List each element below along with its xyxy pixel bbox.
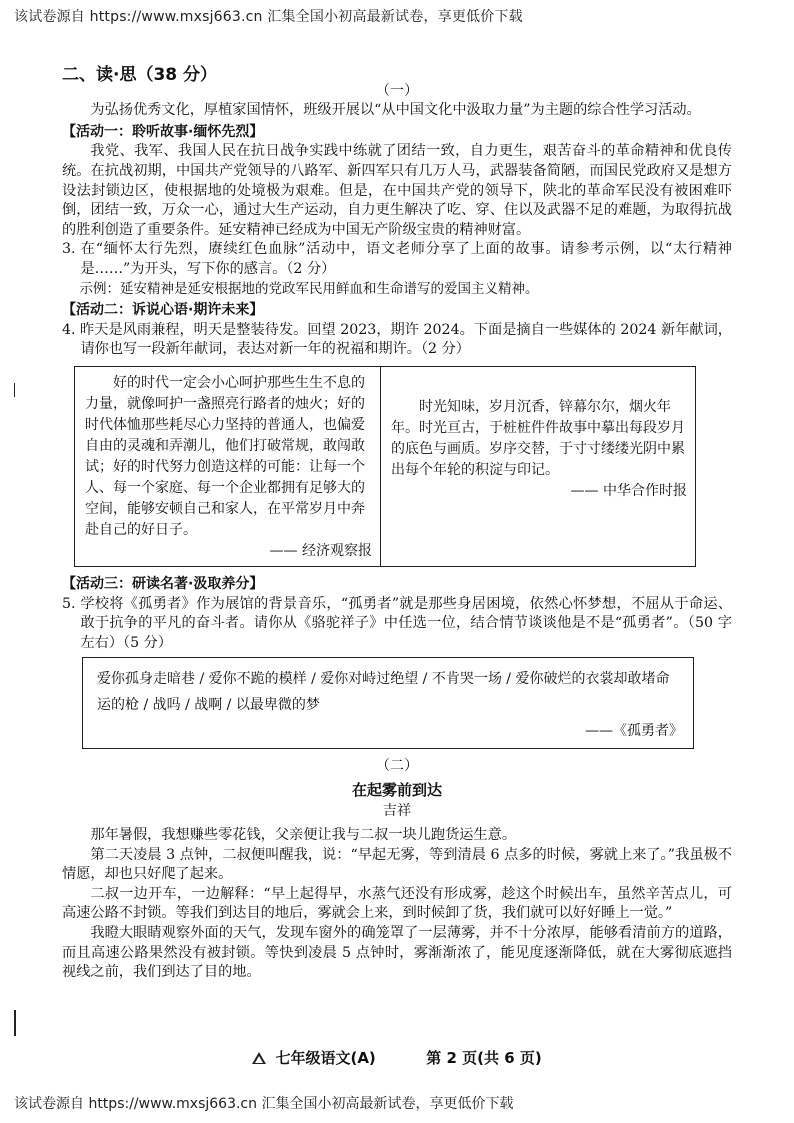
question-3: 3. 在“缅怀太行先烈，赓续红色血脉”活动中，语文老师分享了上面的故事。请参考示例，以“太行精神是……”为开头，写下你的感言。（2 分） (62, 241, 732, 277)
page-footer (0, 1047, 794, 1068)
activity3-title: 【活动三：研读名著·汲取养分】 (62, 575, 264, 592)
new-year-messages-box (74, 366, 696, 567)
part2-label: （二） (375, 758, 419, 775)
story-paragraph: 第二天凌晨 3 点钟，二叔便叫醒我，说：“早起无雾，等到清晨 6 点多的时候，雾就上来了。”我虽极不情愿，却也只好爬了起来。 (62, 846, 732, 883)
message-left (75, 367, 381, 566)
message-right-source: —— 中华合作时报 (570, 482, 687, 499)
part1-label: （一） (375, 82, 419, 99)
message-left-text: 好的时代一定会小心呵护那些生生不息的力量，就像呵护一盏照亮行路者的烛火；好的时代体恤那些耗尽心力坚持的普通人，也偏爱自由的灵魂和弄潮儿，他们打破常规，敢闯敢试；好的时代努力创造这样的可能：让每一个人、每一个家庭、每一个企业都拥有足够大的空间，能够安顿自己和家人，在平常岁月中奔赴自己的好日子。 (85, 374, 365, 538)
footer-subject: 七年级语文(A) (275, 1049, 376, 1067)
message-right (381, 367, 695, 566)
lyrics-source: ——《孤勇者》 (585, 723, 683, 740)
activity1-title: 【活动一：聆听故事·缅怀先烈】 (62, 123, 264, 140)
publisher-logo-icon (252, 1052, 266, 1064)
intro-paragraph: 为弘扬优秀文化，厚植家国情怀，班级开展以“从中国文化中汲取力量”为主题的综合性学习活动。 (90, 102, 701, 119)
lyrics-text: 爱你孤身走暗巷 / 爱你不跪的模样 / 爱你对峙过绝望 / 不肯哭一场 / 爱你破烂的衣裳却敢堵命运的枪 / 战吗 / 战啊 / 以最卑微的梦 (97, 671, 670, 714)
activity1-passage: 我党、我军、我国人民在抗日战争实践中练就了团结一致，自力更生，艰苦奋斗的革命精神和优良传统。在抗战初期，中国共产党领导的八路军、新四军只有几万人马，武器装备简陋，而国民党政府又是想方设法封锁边区，使根据地的处境极为艰难。但是，在中国共产党的领导下，陕北的革命军民没有被困难吓倒，团结一致，万众一心，通过大生产运动，自力更生解决了吃、穿、住以及武器不足的难题，为取得抗战的胜利创造了重要条件。延安精神已经成为中国无产阶级宝贵的精神财富。 (62, 143, 732, 238)
question-4: 4. 昨天是风雨兼程，明天是整装待发。回望 2023，期许 2024。下面是摘自一些媒体的 2024 新年献词，请你也写一段新年献词，表达对新一年的祝福和期许。（2 分） (62, 321, 732, 358)
activity2-title: 【活动二：诉说心语·期许未来】 (62, 302, 264, 319)
story-paragraph: 那年暑假，我想赚些零花钱，父亲便让我与二叔一块儿跑货运生意。 (90, 827, 517, 844)
footer-page-number: 第 2 页(共 6 页) (426, 1049, 542, 1067)
story-author: 吉祥 (382, 803, 412, 820)
story-title: 在起雾前到达 (351, 780, 442, 799)
margin-mark-top (14, 383, 15, 397)
lyrics-box (82, 657, 694, 749)
question-3-example: 示例：延安精神是延安根据地的党政军民用鲜血和生命谱写的爱国主义精神。 (79, 280, 539, 297)
message-right-text: 时光知味，岁月沉香，锌幕尔尔，烟火年年。时光亘古，于桩桩件件故事中摹出每段岁月的底色与画质。岁序交替，于寸寸缕缕光阴中累出每个年轮的积淀与印记。 (391, 398, 685, 478)
margin-mark-bottom (14, 1010, 16, 1036)
story-paragraph: 二叔一边开车，一边解释：“早上起得早，水蒸气还没有形成雾，趁这个时候出车，虽然辛苦点儿，可高速公路不封锁。等我们到达目的地后，雾就会上来，到时候卸了货，我们就可以好好睡上一觉。” (62, 885, 732, 922)
story-paragraph: 我瞪大眼睛观察外面的天气，发现车窗外的确笼罩了一层薄雾，并不十分浓厚，能够看清前方的道路，而且高速公路果然没有被封锁。等快到凌晨 5 点钟时，雾渐渐浓了，能见度逐渐降低，就在大雾彻底遮挡视线之前，我们到达了目的地。 (62, 925, 732, 981)
watermark-footer: 该试卷源自 https://www.mxsj663.cn 汇集全国小初高最新试卷，享更低价下载 (14, 1096, 514, 1112)
section-title: 二、读·思（38 分） (62, 65, 218, 85)
message-left-source: —— 经济观察报 (269, 542, 372, 559)
question-5: 5. 学校将《孤勇者》作为展馆的背景音乐，“孤勇者”就是那些身居困境，依然心怀梦想，不屈从于命运、敢于抗争的平凡的奋斗者。请你从《骆驼祥子》中任选一位，结合情节谈谈他是不是“孤勇者”。（50 字左右）（5 分） (62, 595, 732, 651)
watermark-header: 该试卷源自 https://www.mxsj663.cn 汇集全国小初高最新试卷，享更低价下载 (14, 9, 523, 25)
page-content (62, 58, 732, 983)
